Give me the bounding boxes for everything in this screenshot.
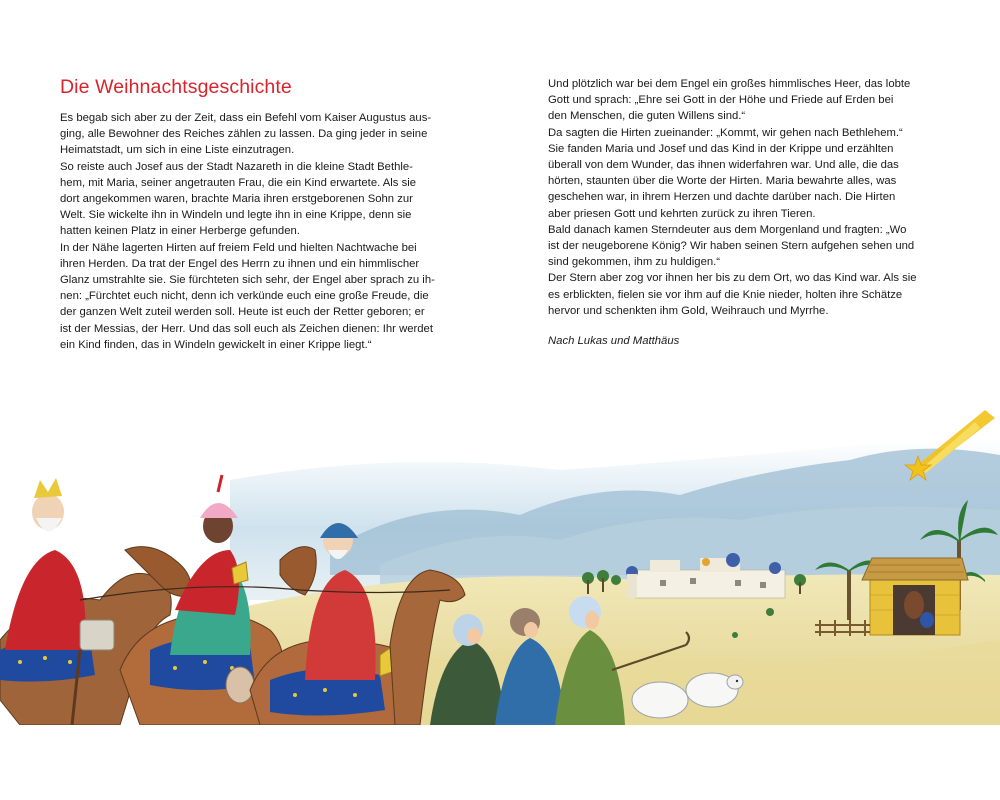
text-line: Und plötzlich war bei dem Engel ein großes himmlisches Heer, das lobte: [548, 78, 911, 90]
text-line: hatten keinen Platz in einer Herberge gefunden.: [60, 225, 300, 238]
text-line: ihren Herden. Da trat der Engel des Herrn zu ihnen und ein himmlischer: [60, 257, 420, 270]
text-line: aber priesen Gott und kehrten zurück zu ihren Tieren.: [548, 207, 816, 220]
text-line: So reiste auch Josef aus der Stadt Nazareth in die kleine Stadt Bethle-: [60, 160, 413, 173]
text-line: Gott und sprach: „Ehre sei Gott in der Höhe und Friede auf Erden bei: [548, 94, 894, 107]
text-line: es erblickten, fielen sie vor ihm auf die Knie nieder, holten ihre Schätze: [548, 288, 903, 301]
text-line: In der Nähe lagerten Hirten auf freiem Feld und hielten Nachtwache bei: [60, 241, 417, 254]
nativity-illustration: [0, 400, 1000, 725]
left-text-column: [60, 110, 460, 353]
text-line: dort angekommen waren, brachte Maria ihren erstgeborenen Sohn zur: [60, 193, 413, 206]
text-line: Heimatstadt, um sich in eine Liste einzutragen.: [60, 144, 295, 157]
text-line: hörten, staunten über die Worte der Hirten. Maria bewahrte alles, was: [548, 175, 897, 188]
text-line: nen: „Fürchtet euch nicht, denn ich verkünde euch eine große Freude, die: [60, 290, 429, 303]
page-title: Die Weihnachtsgeschichte: [60, 76, 292, 98]
text-line: sind gekommen, ihm zu huldigen.“: [548, 256, 721, 269]
text-line: ist der Messias, der Herr. Und das soll euch als Zeichen dienen: Ihr werdet: [60, 322, 433, 335]
text-line: ein Kind finden, das in Windeln gewickelt in einer Krippe liegt.“: [60, 338, 372, 351]
text-line: der ganzen Welt zuteil werden soll. Heute ist euch der Retter geboren; er: [60, 306, 425, 319]
text-line: Sie fanden Maria und Josef und das Kind in der Krippe und erzählten: [548, 142, 894, 155]
text-line: Bald danach kamen Sterndeuter aus dem Morgenland und fragten: „Wo: [548, 223, 907, 236]
text-line: Der Stern aber zog vor ihnen her bis zu dem Ort, wo das Kind war. Als sie: [548, 272, 917, 285]
text-line: den Menschen, die guten Willens sind.“: [548, 110, 746, 123]
text-line: Glanz umstrahlte sie. Sie fürchteten sich sehr, der Engel aber sprach zu ih-: [60, 274, 435, 287]
text-line: Es begab sich aber zu der Zeit, dass ein Befehl vom Kaiser Augustus aus-: [60, 112, 432, 124]
attribution: Nach Lukas und Matthäus: [548, 335, 680, 348]
text-line: hervor und schenkten ihm Gold, Weihrauch und Myrrhe.: [548, 304, 829, 317]
text-line: ging, alle Bewohner des Reiches zählen zu lassen. Da ging jeder in seine: [60, 128, 428, 141]
text-line: ist der neugeborene König? Wir haben seinen Stern aufgehen sehen und: [548, 240, 915, 253]
text-line: Da sagten die Hirten zueinander: „Kommt, wir gehen nach Bethlehem.“: [548, 126, 903, 139]
text-line: hem, mit Maria, seiner angetrauten Frau, die ein Kind erwartete. Als sie: [60, 176, 417, 189]
text-line: Welt. Sie wickelte ihn in Windeln und legte ihn in eine Krippe, denn sie: [60, 209, 412, 222]
text-line: überall von dem Wunder, das ihnen widerfahren war. Und alle, die das: [548, 159, 899, 172]
text-line: geschehen war, in ihrem Herzen und dachte darüber nach. Die Hirten: [548, 191, 896, 204]
right-text-column: [548, 76, 948, 349]
